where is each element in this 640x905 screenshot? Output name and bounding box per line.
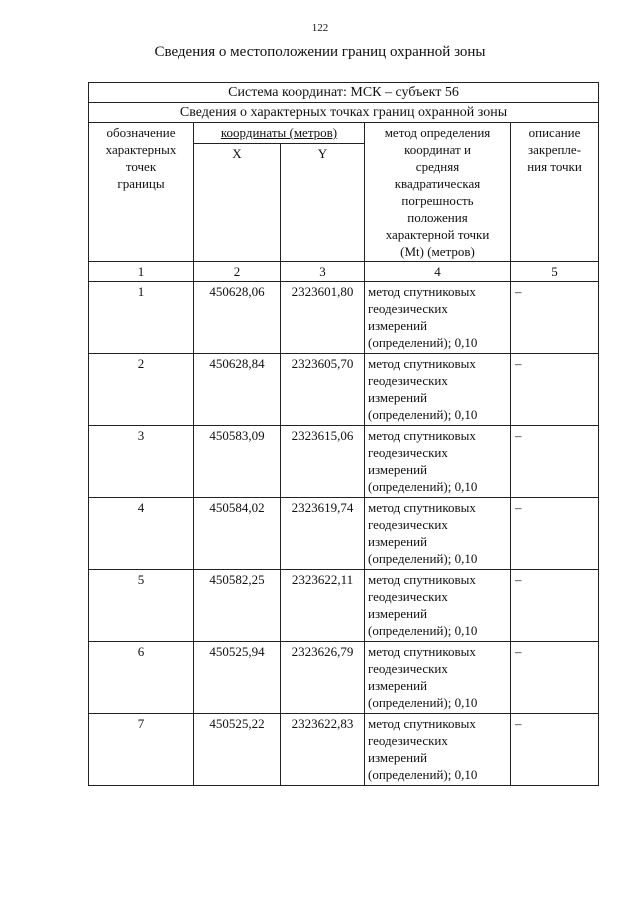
point-cell: 2 [89, 354, 194, 426]
description-cell: – [511, 642, 599, 714]
point-cell: 1 [89, 282, 194, 354]
coordinate-system-row [89, 83, 599, 103]
method-cell: метод спутниковых геодезических измерений (определений); 0,10 [365, 570, 511, 642]
column-number: 1 [89, 262, 194, 282]
method-cell: метод спутниковых геодезических измерений (определений); 0,10 [365, 426, 511, 498]
header-x: X [194, 144, 281, 262]
column-number: 3 [281, 262, 365, 282]
coordinate-system-cell: Система координат: МСК – субъект 56 [89, 83, 599, 103]
y-coordinate-cell: 2323619,74 [281, 498, 365, 570]
y-coordinate-cell: 2323622,83 [281, 714, 365, 786]
section-row [89, 103, 599, 123]
header-description: описание закрепле- ния точки [511, 123, 599, 262]
point-cell: 7 [89, 714, 194, 786]
column-number: 5 [511, 262, 599, 282]
column-number-row [89, 262, 599, 282]
description-cell: – [511, 498, 599, 570]
method-cell: метод спутниковых геодезических измерений (определений); 0,10 [365, 282, 511, 354]
section-title-cell: Сведения о характерных точках границ охранной зоны [89, 103, 599, 123]
column-number: 2 [194, 262, 281, 282]
x-coordinate-cell: 450525,22 [194, 714, 281, 786]
y-coordinate-cell: 2323615,06 [281, 426, 365, 498]
method-cell: метод спутниковых геодезических измерений (определений); 0,10 [365, 642, 511, 714]
table-row [89, 426, 599, 498]
column-number: 4 [365, 262, 511, 282]
description-cell: – [511, 714, 599, 786]
table-row [89, 714, 599, 786]
description-cell: – [511, 354, 599, 426]
x-coordinate-cell: 450628,06 [194, 282, 281, 354]
point-cell: 3 [89, 426, 194, 498]
header-coords-label: координаты (метров) [220, 125, 338, 140]
point-cell: 5 [89, 570, 194, 642]
description-cell: – [511, 282, 599, 354]
point-cell: 4 [89, 498, 194, 570]
x-coordinate-cell: 450584,02 [194, 498, 281, 570]
document-title: Сведения о местоположении границ охранной зоны [154, 44, 486, 60]
point-cell: 6 [89, 642, 194, 714]
y-coordinate-cell: 2323605,70 [281, 354, 365, 426]
page-number: 122 [311, 22, 329, 34]
y-coordinate-cell: 2323626,79 [281, 642, 365, 714]
table-row [89, 642, 599, 714]
method-cell: метод спутниковых геодезических измерений (определений); 0,10 [365, 714, 511, 786]
header-point: обозначение характерных точек границы [89, 123, 194, 262]
x-coordinate-cell: 450628,84 [194, 354, 281, 426]
header-y: Y [281, 144, 365, 262]
y-coordinate-cell: 2323601,80 [281, 282, 365, 354]
description-cell: – [511, 570, 599, 642]
y-coordinate-cell: 2323622,11 [281, 570, 365, 642]
table-row [89, 498, 599, 570]
header-method: метод определения координат и средняя квадратическая погрешность положения характерной точки (Mt) (метров) [365, 123, 511, 262]
method-cell: метод спутниковых геодезических измерений (определений); 0,10 [365, 354, 511, 426]
header-coords [194, 123, 365, 144]
description-cell: – [511, 426, 599, 498]
table-row [89, 282, 599, 354]
x-coordinate-cell: 450583,09 [194, 426, 281, 498]
method-cell: метод спутниковых геодезических измерений (определений); 0,10 [365, 498, 511, 570]
table-row [89, 570, 599, 642]
x-coordinate-cell: 450582,25 [194, 570, 281, 642]
boundary-points-table [88, 82, 599, 786]
header-row [89, 123, 599, 144]
table-row [89, 354, 599, 426]
x-coordinate-cell: 450525,94 [194, 642, 281, 714]
